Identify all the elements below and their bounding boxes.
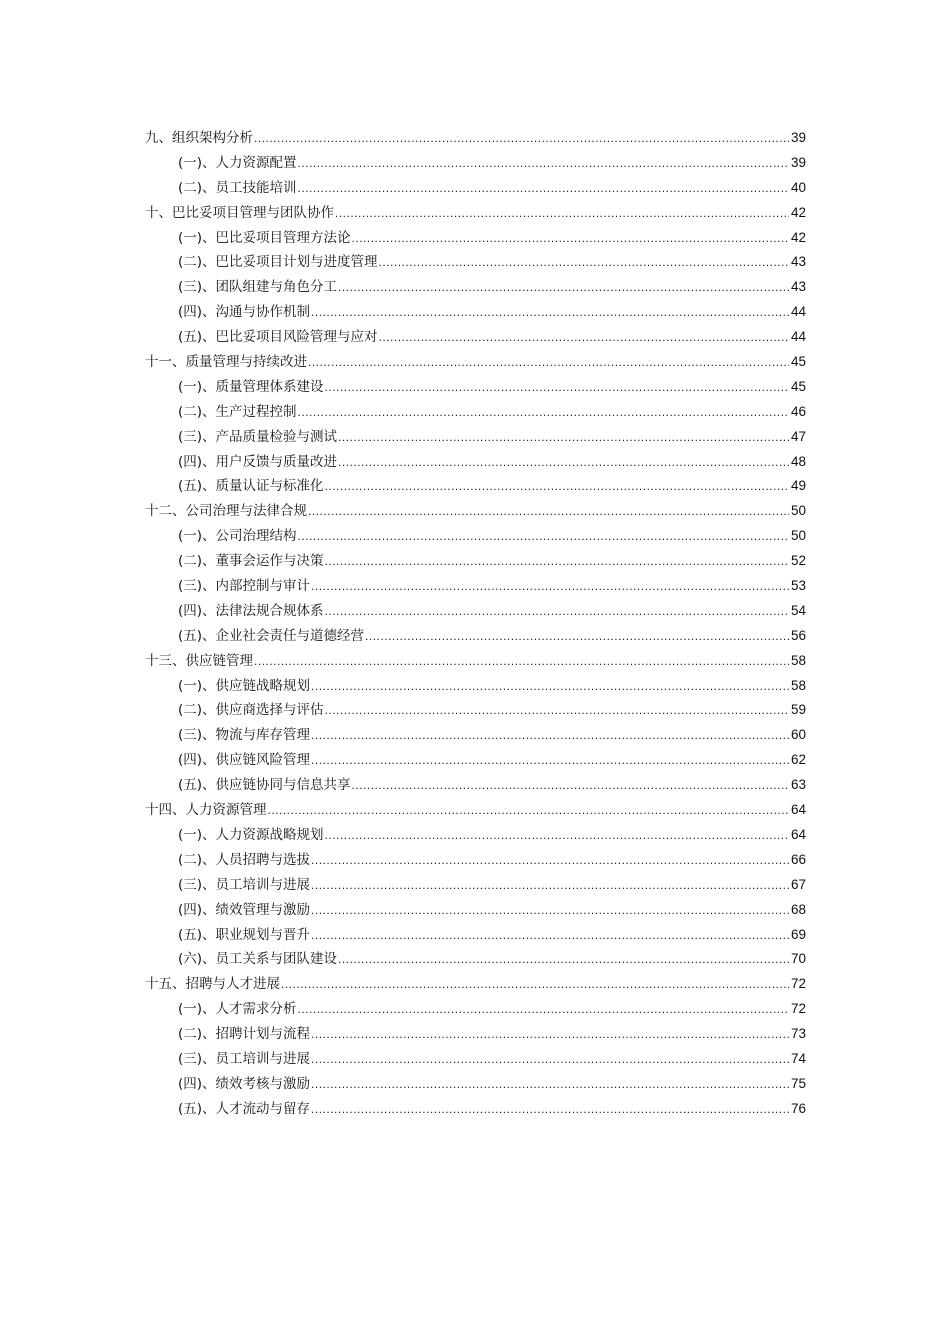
toc-entry-title: (五)、企业社会责任与道德经营 bbox=[178, 627, 365, 644]
dot-leader bbox=[254, 126, 789, 151]
dot-leader bbox=[325, 375, 789, 400]
toc-page-number: 45 bbox=[790, 354, 806, 370]
toc-entry-title: 十三、供应链管理 bbox=[145, 652, 253, 669]
toc-chapter-entry[interactable] bbox=[145, 126, 806, 151]
toc-section-entry[interactable] bbox=[145, 873, 806, 898]
toc-page-number: 39 bbox=[790, 130, 806, 145]
toc-entry-title: (四)、沟通与协作机制 bbox=[178, 304, 311, 321]
toc-entry-title: (三)、物流与库存管理 bbox=[178, 727, 311, 744]
dot-leader bbox=[311, 748, 789, 773]
dot-leader bbox=[311, 873, 789, 898]
toc-entry-title: (五)、巴比妥项目风险管理与应对 bbox=[178, 329, 378, 346]
toc-entry-title: 十二、公司治理与法律合规 bbox=[145, 503, 307, 520]
toc-page-number: 49 bbox=[790, 478, 806, 494]
dot-leader bbox=[325, 599, 789, 624]
toc-entry-title: (五)、职业规划与晋升 bbox=[178, 926, 311, 943]
toc-chapter-entry[interactable] bbox=[145, 798, 806, 823]
toc-page-number: 67 bbox=[790, 876, 806, 892]
toc-entry-title: (六)、员工关系与团队建设 bbox=[178, 951, 338, 968]
toc-entry-title: (一)、人才需求分析 bbox=[178, 1001, 297, 1018]
toc-page-number: 64 bbox=[790, 802, 806, 818]
dot-leader bbox=[298, 400, 789, 425]
toc-entry-title: (二)、招聘计划与流程 bbox=[178, 1026, 311, 1043]
dot-leader bbox=[311, 674, 789, 699]
toc-page-number: 69 bbox=[790, 926, 806, 942]
toc-page-number: 46 bbox=[790, 403, 806, 419]
dot-leader bbox=[298, 176, 789, 201]
dot-leader bbox=[338, 947, 789, 972]
dot-leader bbox=[338, 275, 789, 300]
toc-entry-title: (一)、供应链战略规划 bbox=[178, 677, 311, 694]
toc-entry-title: (二)、供应商选择与评估 bbox=[178, 702, 324, 719]
dot-leader bbox=[311, 1072, 789, 1097]
dot-leader bbox=[365, 624, 789, 649]
table-of-contents bbox=[145, 126, 806, 1122]
toc-section-entry[interactable] bbox=[145, 599, 806, 624]
dot-leader bbox=[379, 250, 789, 275]
toc-entry-title: (三)、内部控制与审计 bbox=[178, 578, 311, 595]
toc-page-number: 42 bbox=[790, 229, 806, 245]
dot-leader bbox=[311, 300, 789, 325]
toc-section-entry[interactable] bbox=[145, 624, 806, 649]
toc-page-number: 76 bbox=[790, 1100, 806, 1116]
dot-leader bbox=[335, 201, 789, 226]
toc-section-entry[interactable] bbox=[145, 1097, 806, 1122]
toc-entry-title: (一)、人力资源战略规划 bbox=[178, 826, 324, 843]
toc-chapter-entry[interactable] bbox=[145, 350, 806, 375]
toc-entry-title: 十一、质量管理与持续改进 bbox=[145, 354, 307, 371]
toc-entry-title: (一)、质量管理体系建设 bbox=[178, 378, 324, 395]
toc-page-number: 53 bbox=[790, 578, 806, 594]
toc-page-number: 63 bbox=[790, 777, 806, 793]
toc-page-number: 44 bbox=[790, 329, 806, 345]
dot-leader bbox=[254, 649, 789, 674]
toc-page-number: 40 bbox=[790, 179, 806, 195]
dot-leader bbox=[298, 151, 789, 176]
toc-section-entry[interactable] bbox=[145, 674, 806, 699]
toc-section-entry[interactable] bbox=[145, 425, 806, 450]
dot-leader bbox=[338, 425, 789, 450]
dot-leader bbox=[311, 1097, 789, 1122]
dot-leader bbox=[311, 898, 789, 923]
toc-section-entry[interactable] bbox=[145, 698, 806, 723]
toc-entry-title: (三)、员工培训与进展 bbox=[178, 1050, 311, 1067]
toc-page-number: 66 bbox=[790, 851, 806, 867]
toc-page-number: 45 bbox=[790, 378, 806, 394]
toc-entry-title: (五)、供应链协同与信息共享 bbox=[178, 777, 351, 794]
toc-section-entry[interactable] bbox=[145, 300, 806, 325]
toc-section-entry[interactable] bbox=[145, 848, 806, 873]
toc-page-number: 43 bbox=[790, 254, 806, 270]
toc-page-number: 60 bbox=[790, 727, 806, 743]
toc-section-entry[interactable] bbox=[145, 375, 806, 400]
toc-entry-title: 九、组织架构分析 bbox=[145, 130, 253, 146]
toc-page-number: 58 bbox=[790, 652, 806, 668]
dot-leader bbox=[281, 972, 789, 997]
toc-section-entry[interactable] bbox=[145, 1072, 806, 1097]
toc-page-number: 74 bbox=[790, 1050, 806, 1066]
toc-chapter-entry[interactable] bbox=[145, 499, 806, 524]
toc-section-entry[interactable] bbox=[145, 226, 806, 251]
toc-page-number: 47 bbox=[790, 428, 806, 444]
toc-entry-title: (三)、员工培训与进展 bbox=[178, 876, 311, 893]
toc-page-number: 50 bbox=[790, 503, 806, 519]
toc-page-number: 72 bbox=[790, 1001, 806, 1017]
toc-entry-title: (三)、产品质量检验与测试 bbox=[178, 428, 338, 445]
toc-entry-title: (四)、供应链风险管理 bbox=[178, 752, 311, 769]
toc-section-entry[interactable] bbox=[145, 923, 806, 948]
toc-section-entry[interactable] bbox=[145, 474, 806, 499]
dot-leader bbox=[311, 723, 789, 748]
toc-page-number: 64 bbox=[790, 826, 806, 842]
dot-leader bbox=[311, 1022, 789, 1047]
toc-page-number: 58 bbox=[790, 677, 806, 693]
toc-page-number: 68 bbox=[790, 901, 806, 917]
toc-entry-title: (二)、巴比妥项目计划与进度管理 bbox=[178, 254, 378, 271]
toc-entry-title: (一)、人力资源配置 bbox=[178, 154, 297, 171]
toc-entry-title: (二)、董事会运作与决策 bbox=[178, 553, 324, 570]
toc-page-number: 59 bbox=[790, 702, 806, 718]
dot-leader bbox=[308, 499, 789, 524]
dot-leader bbox=[268, 798, 790, 823]
toc-entry-title: (五)、质量认证与标准化 bbox=[178, 478, 324, 495]
dot-leader bbox=[325, 698, 789, 723]
toc-chapter-entry[interactable] bbox=[145, 972, 806, 997]
toc-entry-title: (三)、团队组建与角色分工 bbox=[178, 279, 338, 296]
toc-page-number: 62 bbox=[790, 752, 806, 768]
toc-section-entry[interactable] bbox=[145, 748, 806, 773]
toc-entry-title: (二)、生产过程控制 bbox=[178, 403, 297, 420]
toc-entry-title: 十四、人力资源管理 bbox=[145, 802, 267, 819]
toc-entry-title: (四)、绩效管理与激励 bbox=[178, 901, 311, 918]
toc-section-entry[interactable] bbox=[145, 400, 806, 425]
toc-entry-title: (五)、人才流动与留存 bbox=[178, 1100, 311, 1117]
dot-leader bbox=[325, 823, 789, 848]
toc-page-number: 52 bbox=[790, 553, 806, 569]
toc-entry-title: (一)、巴比妥项目管理方法论 bbox=[178, 229, 351, 246]
toc-section-entry[interactable] bbox=[145, 1047, 806, 1072]
toc-section-entry[interactable] bbox=[145, 325, 806, 350]
toc-section-entry[interactable] bbox=[145, 997, 806, 1022]
toc-section-entry[interactable] bbox=[145, 176, 806, 201]
toc-page-number: 72 bbox=[790, 976, 806, 992]
toc-entry-title: (二)、员工技能培训 bbox=[178, 179, 297, 196]
toc-page-number: 70 bbox=[790, 951, 806, 967]
toc-section-entry[interactable] bbox=[145, 1022, 806, 1047]
toc-section-entry[interactable] bbox=[145, 151, 806, 176]
dot-leader bbox=[298, 997, 789, 1022]
toc-page-number: 39 bbox=[790, 154, 806, 170]
dot-leader bbox=[311, 848, 789, 873]
toc-section-entry[interactable] bbox=[145, 773, 806, 798]
toc-section-entry[interactable] bbox=[145, 450, 806, 475]
dot-leader bbox=[352, 773, 789, 798]
toc-chapter-entry[interactable] bbox=[145, 649, 806, 674]
toc-page-number: 42 bbox=[790, 204, 806, 220]
dot-leader bbox=[338, 450, 789, 475]
toc-page-number: 48 bbox=[790, 453, 806, 469]
dot-leader bbox=[325, 549, 789, 574]
toc-section-entry[interactable] bbox=[145, 549, 806, 574]
toc-page-number: 44 bbox=[790, 304, 806, 320]
dot-leader bbox=[325, 474, 789, 499]
dot-leader bbox=[311, 923, 789, 948]
toc-entry-title: 十、巴比妥项目管理与团队协作 bbox=[145, 204, 334, 221]
toc-entry-title: (二)、人员招聘与选拔 bbox=[178, 851, 311, 868]
toc-section-entry[interactable] bbox=[145, 823, 806, 848]
dot-leader bbox=[352, 226, 789, 251]
dot-leader bbox=[311, 1047, 789, 1072]
toc-entry-title: (四)、绩效考核与激励 bbox=[178, 1075, 311, 1092]
toc-section-entry[interactable] bbox=[145, 574, 806, 599]
toc-section-entry[interactable] bbox=[145, 898, 806, 923]
dot-leader bbox=[298, 524, 789, 549]
toc-entry-title: (一)、公司治理结构 bbox=[178, 528, 297, 545]
toc-entry-title: (四)、用户反馈与质量改进 bbox=[178, 453, 338, 470]
toc-section-entry[interactable] bbox=[145, 524, 806, 549]
toc-chapter-entry[interactable] bbox=[145, 201, 806, 226]
toc-section-entry[interactable] bbox=[145, 723, 806, 748]
toc-page-number: 73 bbox=[790, 1026, 806, 1042]
dot-leader bbox=[379, 325, 789, 350]
toc-page-number: 56 bbox=[790, 627, 806, 643]
dot-leader bbox=[311, 574, 789, 599]
toc-section-entry[interactable] bbox=[145, 250, 806, 275]
dot-leader bbox=[308, 350, 789, 375]
toc-page-number: 54 bbox=[790, 602, 806, 618]
toc-entry-title: 十五、招聘与人才进展 bbox=[145, 976, 280, 993]
toc-page-number: 50 bbox=[790, 528, 806, 544]
toc-section-entry[interactable] bbox=[145, 275, 806, 300]
toc-page-number: 43 bbox=[790, 279, 806, 295]
toc-page-number: 75 bbox=[790, 1075, 806, 1091]
toc-entry-title: (四)、法律法规合规体系 bbox=[178, 602, 324, 619]
toc-section-entry[interactable] bbox=[145, 947, 806, 972]
